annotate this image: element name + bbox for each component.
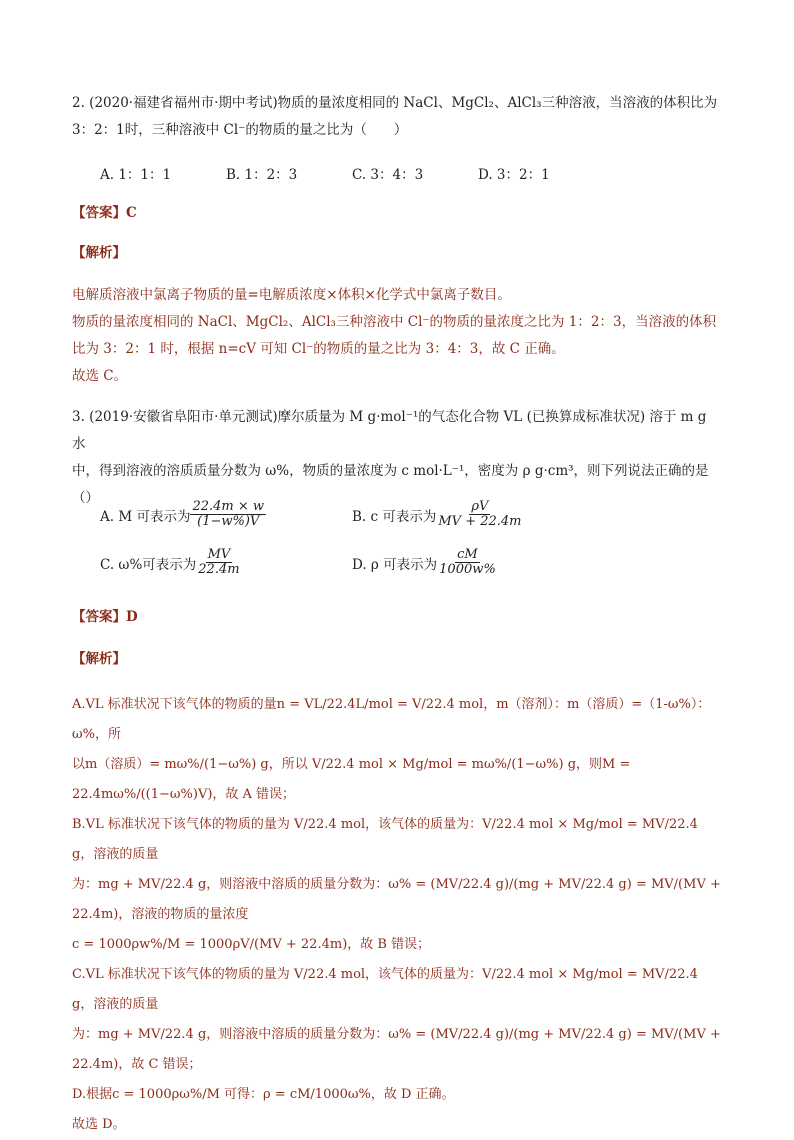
q3-option-a[interactable] <box>100 500 266 530</box>
q3-option-a-den: (1−w%)V <box>197 514 260 530</box>
q3-option-c[interactable] <box>100 548 242 578</box>
q3-analysis-c1: C.VL 标准状况下该气体的物质的量为 V/22.4 mol，该气体的质量为：V/22.4 mol × Mg/mol = MV/22.4 g，溶液的质量 <box>72 967 698 1012</box>
q3-analysis <box>72 690 722 1140</box>
q3-analysis-a2: 以m（溶质）= mω%/(1−ω%) g，所以 V/22.4 mol × Mg/mol = mω%/(1−ω%) g，则M = 22.4mω%/((1−ω%)V)，故 A 错误； <box>72 757 631 802</box>
q3-analysis-a1: A.VL 标准状况下该气体的物质的量n = VL/22.4L/mol = V/22.4 mol，m（溶剂）：m（溶质）=（1-ω%）：ω%，所 <box>72 697 711 742</box>
q3-analysis-c2: 为：mg + MV/22.4 g，则溶液中溶质的质量分数为：ω% = (MV/22.4 g)/(mg + MV/22.4 g) = MV/(MV + 22.4m)，故 C 错误； <box>72 1027 721 1072</box>
q2-analysis-line2: 物质的量浓度相同的 NaCl、MgCl₂、AlCl₃三种溶液中 Cl⁻的物质的量浓度之比为 1：2：3，当溶液的体积 <box>72 314 717 330</box>
q3-option-c-den: 22.4m <box>198 562 240 578</box>
q2-analysis-line4: 故选 C。 <box>72 368 128 384</box>
q3-analysis-label: 【解析】 <box>72 651 126 667</box>
q3-option-c-label: C. ω%可表示为 <box>100 556 197 573</box>
q2-option-c[interactable]: C. 3：4：3 <box>352 167 424 183</box>
q3-option-d[interactable] <box>352 548 498 578</box>
q2-option-a[interactable]: A. 1：1：1 <box>100 167 172 183</box>
q3-analysis-end: 故选 D。 <box>72 1117 126 1132</box>
q3-stem <box>72 404 722 512</box>
q3-option-b-label: B. c 可表示为 <box>352 508 437 525</box>
q3-line3: （） <box>72 490 99 506</box>
q3-option-b[interactable] <box>352 500 524 530</box>
q3-line2: 中，得到溶液的溶质质量分数为 ω%，物质的量浓度为 c mol·L⁻¹，密度为 ρ g·cm³，则下列说法正确的是 <box>72 463 709 479</box>
q3-analysis-d1: D.根据c = 1000ρω%/M 可得：ρ = cM/1000ω%，故 D 正确。 <box>72 1087 455 1102</box>
q2-line1: 2. (2020·福建省福州市·期中考试)物质的量浓度相同的 NaCl、MgCl₂、AlCl₃三种溶液，当溶液的体积比为 <box>72 95 718 111</box>
q2-analysis-label: 【解析】 <box>72 245 126 261</box>
q2-option-d[interactable]: D. 3：2：1 <box>478 167 550 183</box>
q3-option-b-fraction <box>436 500 523 530</box>
q3-analysis-b3: c = 1000ρw%/M = 1000ρV/(MV + 22.4m)，故 B 错误； <box>72 937 431 952</box>
q2-analysis-line1: 电解质溶液中氯离子物质的量=电解质浓度×体积×化学式中氯离子数目。 <box>72 287 511 303</box>
q2-option-b[interactable]: B. 1：2：3 <box>226 167 298 183</box>
q3-option-b-den: MV + 22.4m <box>438 514 522 530</box>
q3-option-d-den: 1000w% <box>439 562 496 578</box>
q3-option-c-num: MV <box>207 547 231 562</box>
q3-option-b-num: ρV <box>471 499 489 514</box>
q3-analysis-b1: B.VL 标准状况下该气体的物质的量为 V/22.4 mol，该气体的质量为：V/22.4 mol × Mg/mol = MV/22.4 g，溶液的质量 <box>72 817 698 862</box>
q2-line2: 3：2：1时，三种溶液中 Cl⁻的物质的量之比为（ ） <box>72 122 408 138</box>
q3-option-a-num: 22.4m × w <box>192 499 265 514</box>
q2-analysis <box>72 282 722 390</box>
q3-option-d-label: D. ρ 可表示为 <box>352 556 438 573</box>
q3-option-d-fraction <box>437 548 498 578</box>
q3-analysis-b2: 为：mg + MV/22.4 g，则溶液中溶质的质量分数为：ω% = (MV/22.4 g)/(mg + MV/22.4 g) = MV/(MV + 22.4m)，溶液的物质的量浓度 <box>72 877 721 922</box>
q3-line1: 3. (2019·安徽省阜阳市·单元测试)摩尔质量为 M g·mol⁻¹的气态化合物 VL (已换算成标准状况) 溶于 m g 水 <box>72 409 707 452</box>
q2-options <box>100 163 720 183</box>
q2-answer: 【答案】C <box>72 205 137 221</box>
q2-analysis-line3: 比为 3：2：1 时，根据 n=cV 可知 Cl⁻的物质的量之比为 3：4：3，故 C 正确。 <box>72 341 565 357</box>
q3-option-c-fraction <box>196 548 241 578</box>
q3-answer: 【答案】D <box>72 609 138 625</box>
q3-option-a-label: A. M 可表示为 <box>100 508 191 525</box>
q3-option-a-fraction <box>190 500 266 530</box>
q2-stem <box>72 90 722 144</box>
q3-option-d-num: cM <box>457 547 478 562</box>
